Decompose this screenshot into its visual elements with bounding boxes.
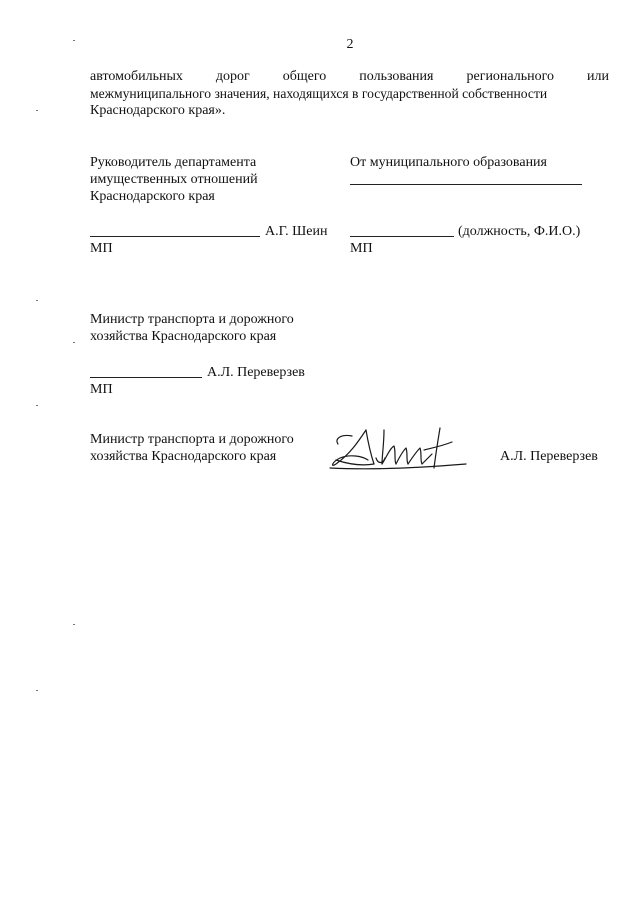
scan-speck bbox=[36, 110, 38, 111]
signed-minister-signer: А.Л. Переверзев bbox=[500, 449, 598, 464]
intro-line-3: Краснодарского края». bbox=[90, 103, 226, 118]
department-head-stamp: МП bbox=[90, 241, 113, 256]
title-line: Руководитель департамента bbox=[90, 155, 257, 170]
scan-speck bbox=[36, 690, 38, 691]
minister-stamp: МП bbox=[90, 382, 113, 397]
signed-minister-title bbox=[90, 431, 294, 465]
scan-speck bbox=[73, 40, 75, 41]
municipal-position-hint: (должность, Ф.И.О.) bbox=[458, 224, 581, 239]
intro-word: автомобильных bbox=[90, 69, 183, 84]
department-head-signer: А.Г. Шеин bbox=[265, 224, 328, 239]
municipal-title: От муниципального образования bbox=[350, 155, 547, 170]
minister-title bbox=[90, 311, 294, 345]
title-line: хозяйства Краснодарского края bbox=[90, 329, 277, 344]
minister-signature-line bbox=[90, 377, 202, 378]
intro-paragraph bbox=[90, 68, 609, 119]
intro-word: пользования bbox=[359, 69, 434, 84]
handwritten-signature bbox=[328, 424, 478, 472]
title-line: хозяйства Краснодарского края bbox=[90, 449, 277, 464]
intro-word: регионального bbox=[466, 69, 555, 84]
municipal-signature-line bbox=[350, 236, 454, 237]
page-number: 2 bbox=[346, 37, 354, 52]
intro-word: дорог bbox=[215, 69, 250, 84]
title-line: имущественных отношений bbox=[90, 172, 258, 187]
intro-line-1 bbox=[90, 68, 609, 85]
department-head-title bbox=[90, 154, 258, 205]
municipal-name-line bbox=[350, 184, 582, 185]
scan-speck bbox=[73, 342, 75, 343]
minister-signer: А.Л. Переверзев bbox=[207, 365, 305, 380]
intro-word: общего bbox=[282, 69, 327, 84]
title-line: Министр транспорта и дорожного bbox=[90, 432, 294, 447]
department-head-signature-line bbox=[90, 236, 260, 237]
title-line: Краснодарского края bbox=[90, 189, 215, 204]
scan-speck bbox=[73, 624, 75, 625]
title-line: Министр транспорта и дорожного bbox=[90, 312, 294, 327]
intro-word: или bbox=[587, 69, 610, 84]
scan-speck bbox=[36, 405, 38, 406]
intro-line-2: межмуниципального значения, находящихся в государственной собственности bbox=[90, 86, 548, 101]
scan-speck bbox=[36, 300, 38, 301]
municipal-stamp: МП bbox=[350, 241, 373, 256]
